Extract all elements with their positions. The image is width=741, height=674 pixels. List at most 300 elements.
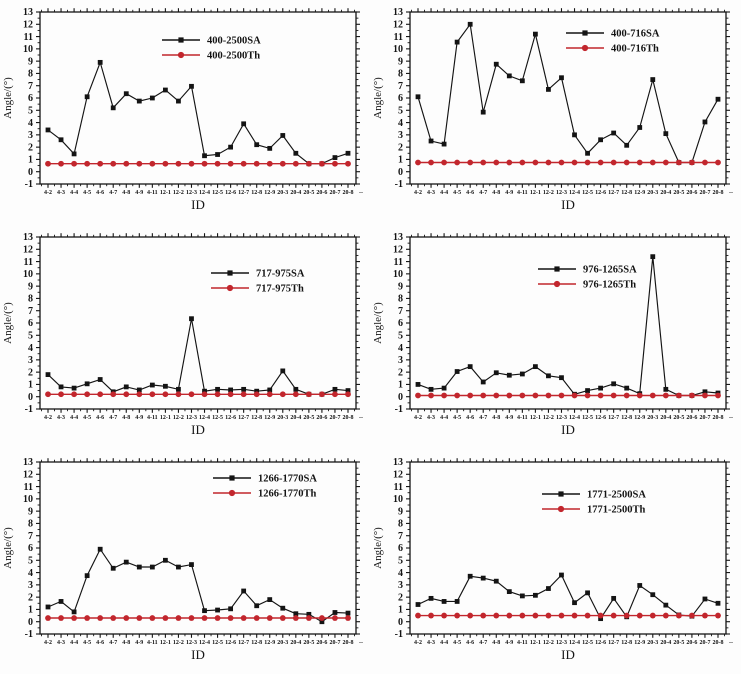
data-point-marker (98, 60, 103, 65)
y-tick-label: 10 (393, 494, 403, 506)
y-tick-label: 11 (393, 31, 403, 43)
data-point-marker (85, 573, 90, 578)
data-point-marker (267, 597, 272, 602)
data-point-marker (162, 391, 168, 397)
data-point-marker (241, 161, 247, 167)
data-point-marker (241, 121, 246, 126)
chart-canvas-400-716 (370, 0, 740, 224)
data-point-marker (520, 78, 525, 83)
x-tick-label: 12-1 (529, 640, 541, 646)
y-tick-label: 9 (28, 506, 33, 518)
data-point-marker (84, 615, 90, 621)
x-tick-label: 20-3 (647, 415, 659, 421)
x-axis-title: ID (561, 647, 575, 662)
data-point-marker (72, 386, 77, 391)
x-tick-label: 12-5 (582, 190, 594, 196)
x-tick-label: 4-9 (505, 190, 514, 196)
data-point-marker (46, 372, 51, 377)
data-point-marker (136, 161, 142, 167)
data-point-marker (481, 576, 486, 581)
data-point-marker (202, 153, 207, 158)
data-point-marker (136, 615, 142, 621)
data-point-marker (611, 131, 616, 136)
x-tick-label: 4-3 (427, 640, 436, 646)
data-point-marker (715, 613, 721, 619)
x-tick-label: 12-4 (199, 190, 211, 196)
x-tick-label: 4-2 (414, 640, 422, 646)
y-tick-label: -1 (394, 404, 403, 416)
data-point-marker (215, 615, 221, 621)
data-point-marker (559, 613, 565, 619)
data-point-marker (716, 601, 721, 606)
legend-label: 400-2500SA (207, 35, 261, 47)
data-point-marker (533, 32, 538, 37)
data-point-marker (585, 613, 591, 619)
y-tick-label: 6 (28, 543, 33, 555)
y-tick-label: 12 (393, 469, 403, 481)
data-point-marker (598, 386, 603, 391)
data-point-marker (650, 160, 656, 166)
x-tick-label: 12-9 (264, 640, 276, 646)
data-point-marker (110, 161, 116, 167)
data-point-marker (346, 151, 351, 156)
data-point-marker (481, 110, 486, 115)
x-tick-label: 12-2 (542, 415, 554, 421)
legend-label: 717-975SA (256, 268, 305, 280)
x-axis-title: ID (191, 422, 205, 437)
x-tick-label: 12-1 (159, 640, 171, 646)
data-point-marker (429, 139, 434, 144)
chart-canvas-976-1265 (370, 225, 740, 449)
x-tick-label: 4-8 (492, 640, 501, 646)
data-point-marker (546, 160, 552, 166)
y-tick-label: 3 (398, 130, 403, 142)
plot-frame (410, 462, 726, 634)
y-tick-label: 12 (23, 19, 33, 31)
x-tick-label: 12-6 (595, 190, 607, 196)
x-tick-label: 12-6 (225, 640, 237, 646)
x-tick-label: 4-6 (466, 415, 475, 421)
y-tick-label: 4 (398, 117, 403, 129)
data-point-marker (85, 94, 90, 99)
data-point-marker (280, 391, 286, 397)
y-tick-label: 8 (398, 518, 403, 530)
y-tick-label: 13 (23, 457, 33, 469)
data-point-marker (124, 91, 129, 96)
data-point-marker (71, 161, 77, 167)
data-point-marker (468, 364, 473, 369)
data-point-marker (215, 152, 220, 157)
data-point-marker (150, 383, 155, 388)
data-point-marker (280, 133, 285, 138)
x-tick-label: 12-5 (582, 640, 594, 646)
legend-label: 1771-2500Th (587, 504, 646, 516)
data-point-marker (189, 562, 194, 567)
data-point-marker (333, 610, 338, 615)
data-point-marker (267, 615, 273, 621)
data-point-marker (415, 160, 421, 166)
legend-marker (582, 45, 588, 51)
x-tick-label: 20-7 (329, 415, 341, 421)
y-tick-label: -1 (394, 179, 403, 191)
y-tick-label: 6 (398, 543, 403, 555)
data-point-marker (533, 364, 538, 369)
data-point-marker (467, 393, 473, 399)
data-point-marker (689, 613, 695, 619)
data-point-marker (506, 613, 512, 619)
data-point-marker (455, 599, 460, 604)
data-point-marker (676, 393, 682, 399)
y-tick-label: 0 (28, 166, 33, 178)
data-point-marker (241, 589, 246, 594)
chart-cell-400-716 (370, 0, 741, 225)
y-tick-label: 0 (398, 166, 403, 178)
plot-frame (410, 12, 726, 184)
legend-label: 1266-1770Th (258, 488, 317, 500)
data-point-marker (189, 391, 195, 397)
data-point-marker (137, 99, 142, 104)
data-point-marker (254, 603, 259, 608)
x-tick-label: 20-6 (316, 640, 328, 646)
x-tick-label: 12-4 (569, 415, 581, 421)
x-axis-title: ID (561, 422, 575, 437)
x-tick-label: 4-7 (109, 190, 118, 196)
x-overflow-label: -- (729, 640, 734, 646)
y-tick-label: 10 (393, 44, 403, 56)
series-line-400-2500SA (48, 62, 348, 163)
x-tick-label: 4-6 (96, 640, 105, 646)
x-tick-label: 20-3 (277, 415, 289, 421)
data-point-marker (215, 161, 221, 167)
y-tick-label: 5 (28, 330, 33, 342)
x-tick-label: 4-3 (57, 640, 66, 646)
data-point-marker (429, 596, 434, 601)
data-point-marker (202, 161, 208, 167)
data-point-marker (468, 574, 473, 579)
x-tick-label: 20-6 (686, 640, 698, 646)
x-tick-label: 20-5 (303, 190, 315, 196)
data-point-marker (45, 615, 51, 621)
x-tick-label: 12-4 (569, 640, 581, 646)
x-tick-label: 4-4 (440, 190, 449, 196)
data-point-marker (332, 161, 338, 167)
data-point-marker (572, 393, 578, 399)
legend-marker (227, 270, 232, 275)
x-tick-label: 4-4 (70, 190, 79, 196)
data-point-marker (506, 393, 512, 399)
data-point-marker (454, 160, 460, 166)
data-point-marker (572, 613, 578, 619)
x-axis-title: ID (561, 197, 575, 212)
legend-label: 1771-2500SA (587, 489, 646, 501)
x-tick-label: 12-2 (172, 190, 184, 196)
x-tick-label: 20-8 (712, 415, 724, 421)
data-point-marker (345, 161, 351, 167)
x-tick-label: 12-3 (555, 190, 567, 196)
y-tick-label: 0 (28, 616, 33, 628)
data-point-marker (611, 381, 616, 386)
chart-cell-400-2500 (0, 0, 370, 225)
x-tick-label: 4-5 (453, 640, 462, 646)
data-point-marker (136, 391, 142, 397)
y-tick-label: 13 (23, 232, 33, 244)
x-tick-label: 12-7 (238, 190, 250, 196)
y-tick-label: 3 (28, 580, 33, 592)
data-point-marker (254, 615, 260, 621)
data-point-marker (58, 615, 64, 621)
x-tick-label: 12-1 (529, 415, 541, 421)
x-tick-label: 4-5 (83, 640, 92, 646)
x-tick-label: 12-1 (529, 190, 541, 196)
data-point-marker (59, 137, 64, 142)
x-tick-label: 12-6 (225, 190, 237, 196)
legend-marker (227, 285, 233, 291)
data-point-marker (442, 386, 447, 391)
x-tick-label: 12-7 (608, 415, 620, 421)
data-point-marker (189, 615, 195, 621)
x-tick-label: 12-5 (212, 190, 224, 196)
plot-frame (410, 237, 726, 409)
data-point-marker (46, 128, 51, 133)
data-point-marker (333, 387, 338, 392)
x-tick-label: 4-4 (70, 640, 79, 646)
x-tick-label: 4-2 (414, 415, 422, 421)
y-tick-label: 1 (398, 379, 403, 391)
x-tick-label: 20-6 (686, 415, 698, 421)
x-tick-label: 12-7 (608, 640, 620, 646)
legend-marker (178, 52, 184, 58)
x-tick-label: 20-8 (712, 640, 724, 646)
x-tick-label: 12-3 (185, 415, 197, 421)
data-point-marker (559, 75, 564, 80)
data-point-marker (585, 393, 591, 399)
data-point-marker (572, 600, 577, 605)
data-point-marker (280, 606, 285, 611)
data-point-marker (202, 608, 207, 613)
y-tick-label: 8 (28, 293, 33, 305)
data-point-marker (189, 316, 194, 321)
x-tick-label: 12-2 (542, 190, 554, 196)
data-point-marker (202, 391, 208, 397)
x-tick-label: 4-3 (57, 415, 66, 421)
y-tick-label: 11 (23, 256, 33, 268)
data-point-marker (124, 560, 129, 565)
data-point-marker (676, 160, 682, 166)
data-point-marker (650, 393, 656, 399)
y-tick-label: 13 (393, 457, 403, 469)
data-point-marker (663, 160, 669, 166)
data-point-marker (429, 387, 434, 392)
data-point-marker (650, 77, 655, 82)
legend-label: 717-975Th (256, 283, 304, 295)
data-point-marker (559, 393, 565, 399)
x-tick-label: 20-4 (290, 190, 302, 196)
data-point-marker (585, 388, 590, 393)
data-point-marker (72, 152, 77, 157)
x-tick-label: 4-11 (517, 190, 528, 196)
y-axis-title: Angle/(°) (2, 302, 14, 344)
x-tick-label: 4-3 (427, 415, 436, 421)
x-tick-label: 20-8 (342, 640, 354, 646)
data-point-marker (306, 615, 312, 621)
y-tick-label: 11 (393, 256, 403, 268)
data-point-marker (454, 393, 460, 399)
x-tick-label: 4-5 (453, 415, 462, 421)
data-point-marker (123, 615, 129, 621)
data-point-marker (319, 161, 325, 167)
data-point-marker (254, 142, 259, 147)
data-point-marker (507, 373, 512, 378)
x-tick-label: 20-5 (673, 415, 685, 421)
x-tick-label: 12-3 (555, 640, 567, 646)
data-point-marker (546, 373, 551, 378)
y-tick-label: 11 (23, 481, 33, 493)
x-tick-label: 4-7 (479, 640, 488, 646)
data-point-marker (441, 613, 447, 619)
x-tick-label: 4-8 (122, 190, 131, 196)
x-tick-label: 12-8 (621, 190, 633, 196)
data-point-marker (241, 615, 247, 621)
y-axis-title: Angle/(°) (372, 77, 384, 119)
x-overflow-label: -- (729, 415, 734, 421)
data-point-marker (162, 161, 168, 167)
y-tick-label: 3 (398, 355, 403, 367)
data-point-marker (507, 73, 512, 78)
data-point-marker (71, 615, 77, 621)
y-tick-label: 13 (393, 7, 403, 19)
y-tick-label: 0 (28, 391, 33, 403)
data-point-marker (624, 393, 630, 399)
y-tick-label: 12 (393, 19, 403, 31)
x-tick-label: 12-4 (199, 640, 211, 646)
y-tick-label: 3 (28, 130, 33, 142)
chart-canvas-1266-1770 (0, 450, 370, 674)
legend-label: 400-716Th (611, 43, 659, 55)
data-point-marker (228, 606, 233, 611)
data-point-marker (162, 615, 168, 621)
legend-label: 1266-1770SA (258, 473, 317, 485)
y-axis-title: Angle/(°) (372, 302, 384, 344)
data-point-marker (163, 88, 168, 93)
x-tick-label: 20-7 (699, 640, 711, 646)
x-tick-label: 12-7 (608, 190, 620, 196)
data-point-marker (228, 145, 233, 150)
x-tick-label: 4-8 (492, 415, 501, 421)
data-point-marker (637, 393, 643, 399)
x-tick-label: 4-8 (122, 415, 131, 421)
data-point-marker (533, 593, 538, 598)
data-point-marker (559, 573, 564, 578)
data-point-marker (293, 151, 298, 156)
data-point-marker (454, 613, 460, 619)
data-point-marker (45, 161, 51, 167)
x-tick-label: 20-3 (277, 190, 289, 196)
x-tick-label: 12-8 (251, 640, 263, 646)
x-tick-label: 12-5 (212, 415, 224, 421)
y-tick-label: 8 (28, 518, 33, 530)
x-tick-label: 4-8 (492, 190, 501, 196)
legend-marker (582, 30, 587, 35)
x-tick-label: 12-8 (621, 640, 633, 646)
data-point-marker (494, 370, 499, 375)
data-point-marker (85, 381, 90, 386)
data-point-marker (520, 594, 525, 599)
x-tick-label: 20-4 (660, 190, 672, 196)
legend-marker (178, 37, 183, 42)
x-tick-label: 4-9 (135, 190, 144, 196)
y-tick-label: 6 (398, 318, 403, 330)
x-tick-label: 12-4 (569, 190, 581, 196)
x-overflow-label: -- (359, 190, 364, 196)
data-point-marker (546, 87, 551, 92)
x-tick-label: 20-5 (303, 415, 315, 421)
data-point-marker (416, 602, 421, 607)
data-point-marker (650, 613, 656, 619)
x-tick-label: 12-6 (595, 415, 607, 421)
x-tick-label: 12-2 (542, 640, 554, 646)
data-point-marker (46, 605, 51, 610)
data-point-marker (228, 615, 234, 621)
y-tick-label: 7 (398, 80, 403, 92)
data-point-marker (493, 160, 499, 166)
y-tick-label: 9 (398, 506, 403, 518)
x-tick-label: 12-9 (634, 190, 646, 196)
data-point-marker (494, 579, 499, 584)
y-tick-label: 1 (28, 154, 33, 166)
data-point-marker (111, 105, 116, 110)
data-point-marker (123, 161, 129, 167)
x-tick-label: 20-8 (342, 190, 354, 196)
legend-marker (558, 506, 564, 512)
data-point-marker (189, 84, 194, 89)
y-tick-label: 5 (398, 555, 403, 567)
y-tick-label: 8 (398, 68, 403, 80)
data-point-marker (663, 131, 668, 136)
x-tick-label: 12-9 (264, 190, 276, 196)
x-tick-label: 4-11 (147, 190, 158, 196)
data-point-marker (123, 391, 129, 397)
data-point-marker (532, 160, 538, 166)
x-overflow-label: -- (729, 190, 734, 196)
data-point-marker (611, 596, 616, 601)
data-point-marker (332, 615, 338, 621)
data-point-marker (624, 160, 630, 166)
y-tick-label: 6 (398, 93, 403, 105)
data-point-marker (306, 391, 312, 397)
x-tick-label: 4-5 (83, 415, 92, 421)
data-point-marker (215, 391, 221, 397)
data-point-marker (124, 384, 129, 389)
series-line-1266-1770SA (48, 549, 348, 622)
y-tick-label: 8 (398, 293, 403, 305)
data-point-marker (98, 547, 103, 552)
x-tick-label: 20-3 (277, 640, 289, 646)
x-tick-label: 4-11 (147, 415, 158, 421)
data-point-marker (455, 369, 460, 374)
data-point-marker (715, 160, 721, 166)
x-axis-title: ID (191, 197, 205, 212)
x-tick-label: 4-4 (70, 415, 79, 421)
x-tick-label: 4-3 (427, 190, 436, 196)
data-point-marker (97, 391, 103, 397)
data-point-marker (111, 566, 116, 571)
x-tick-label: 4-11 (147, 640, 158, 646)
y-tick-label: 10 (23, 44, 33, 56)
data-point-marker (703, 120, 708, 125)
data-point-marker (650, 592, 655, 597)
data-point-marker (189, 161, 195, 167)
x-tick-label: 20-7 (329, 190, 341, 196)
